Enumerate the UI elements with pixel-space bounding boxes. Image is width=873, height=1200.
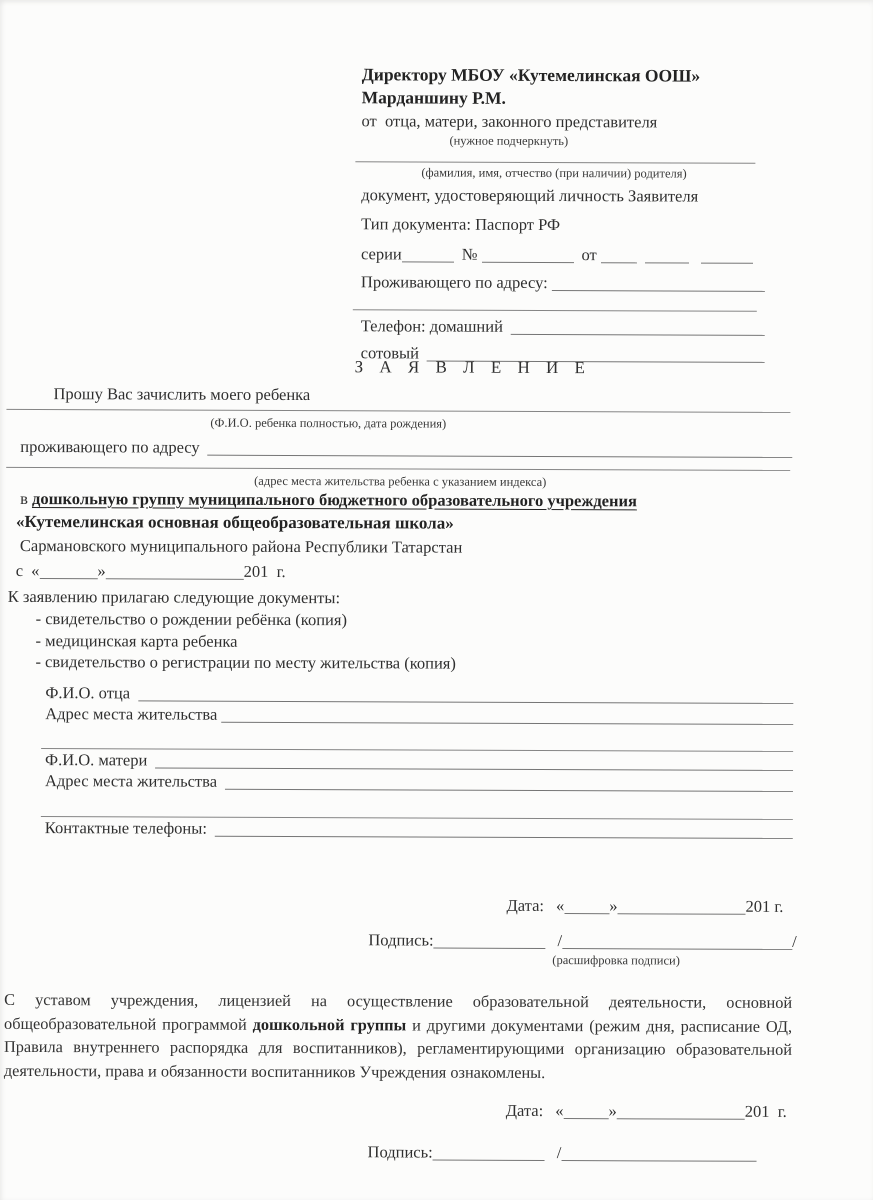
quote-close: » (609, 896, 618, 916)
parents-block (45, 682, 794, 841)
attachment-item: - свидетельство о рождении ребёнка (копия) (35, 609, 348, 630)
child-address-caption: (адрес места жительства ребенка с указанием индекса) (254, 473, 547, 489)
contact-phones-blank-field (215, 822, 793, 839)
child-name-line (6, 409, 790, 413)
signature-caption: (расшифровка подписи) (552, 953, 680, 968)
home-phone-blank-field (511, 320, 765, 336)
passport-series-row (361, 243, 765, 266)
applicant-name-line (355, 161, 755, 164)
attachments-block (7, 586, 456, 674)
date-year: 201 г. (745, 896, 784, 916)
mother-address-label: Адрес места жительства (44, 771, 218, 791)
identity-document-line: документ, удостоверяющий личность Заявителя (361, 185, 699, 206)
signature-blank-field (434, 934, 546, 949)
quote-open: « (555, 896, 565, 916)
father-address-label: Адрес места жительства (45, 704, 218, 724)
date-month-blank-field (617, 1104, 745, 1119)
date-day-blank-field (601, 248, 637, 263)
residence-address-row (361, 271, 765, 294)
request-line: Прошу Вас зачислить моего ребенка (53, 384, 311, 405)
slash: / (557, 931, 563, 951)
district-line: Сармановского муниципального района Республики Татарстан (19, 535, 463, 557)
underline-note: (нужное подчеркнуть) (449, 133, 569, 149)
slash: / (556, 1143, 562, 1163)
quote-open: « (31, 561, 40, 581)
enrollment-target-line (16, 487, 816, 513)
applicant-name-caption: (фамилия, имя, отчество (при наличии) родителя) (421, 165, 687, 181)
cell-phone-label: сотовый (360, 343, 419, 363)
statement-title: З А Я В Л Е Н И Е (354, 357, 591, 378)
attachments-intro: К заявлению прилагаю следующие документы: (7, 586, 341, 608)
ack-bold-phrase: дошкольной группы (252, 1014, 407, 1034)
signature-label: Подпись: (367, 1142, 433, 1162)
attachment-item: - медицинская карта ребенка (35, 630, 238, 651)
slash: / (792, 931, 797, 951)
to-prefix: в (20, 488, 28, 508)
date-label: Дата: (506, 895, 545, 915)
mother-name-row (45, 749, 793, 773)
mother-address-blank-field (225, 775, 793, 792)
school-name-line: «Кутемелинская основная общеобразовательная школа» (15, 511, 454, 533)
date-day-blank-field (564, 899, 609, 914)
date-day-blank-field (563, 1104, 608, 1119)
mother-name-label: Ф.И.О. матери (45, 750, 148, 770)
mother-address-row (45, 770, 793, 794)
document-type-line: Тип документа: Паспорт РФ (361, 214, 561, 235)
date-row-2 (506, 1100, 787, 1122)
signature-name-blank-field (561, 1146, 756, 1162)
series-label: серии (360, 244, 402, 264)
residence-address-label: Проживающего по адресу: (360, 272, 548, 292)
quote-open: « (555, 1101, 564, 1121)
contact-phones-label: Контактные телефоны: (44, 818, 207, 838)
start-year-suffix: 201 г. (243, 561, 286, 581)
contact-phones-row (45, 817, 793, 841)
school-block (16, 487, 816, 584)
father-name-blank-field (138, 686, 793, 704)
number-label: № (461, 244, 478, 264)
ack-part2: и другими документами (режим дня, расписание ОД, Правила внутреннего распорядка для воспитанников), регламентирующими организацию образовательной деятельности, права и обязанности воспитанников Учреждения ознакомлены. (3, 1014, 793, 1082)
date-row-1 (506, 895, 783, 917)
date-year: 201 г. (744, 1101, 787, 1121)
residence-address-blank-field (552, 276, 765, 292)
child-address-label: проживающего по адресу (20, 436, 200, 457)
preschool-group-phrase: дошкольную группу муниципального бюджетного образовательного учреждения (31, 489, 638, 511)
header-block (361, 63, 766, 365)
signature-row-1 (368, 929, 796, 952)
addressee-line-1: Директору МБОУ «Кутемелинская ООШ» (361, 64, 701, 86)
start-date-row (16, 560, 816, 584)
start-day-blank-field (39, 564, 97, 579)
signature-row-2 (368, 1141, 757, 1163)
father-address-blank-field (221, 708, 793, 725)
signature-blank-field (433, 1146, 545, 1161)
series-blank-field (402, 247, 454, 262)
child-name-caption: (Ф.И.О. ребенка полностью, дата рождения) (210, 415, 447, 431)
child-address-continuation-line (6, 467, 790, 471)
attachment-item: - свидетельство о регистрации по месту жительства (копия) (35, 652, 456, 673)
date-month-blank-field (617, 899, 745, 914)
mother-name-blank-field (155, 753, 793, 770)
child-address-blank-field (208, 441, 793, 458)
signature-name-blank-field (562, 934, 792, 950)
ack-part1: С уставом учреждения, лицензией на осуществление образовательной деятельности, основной общеобразовательной программой (4, 989, 793, 1034)
date-month-blank-field (645, 248, 689, 263)
date-year-blank-field (701, 249, 753, 264)
father-name-row (45, 682, 793, 706)
quote-close: » (97, 561, 106, 581)
home-phone-row (361, 315, 765, 338)
father-address-row (45, 703, 793, 727)
from-label: от (581, 245, 597, 265)
addressee-line-2: Марданшину Р.М. (361, 87, 506, 108)
date-label: Дата: (505, 1100, 544, 1120)
quote-close: » (608, 1101, 617, 1121)
child-address-row (20, 436, 792, 460)
address-continuation-line (353, 309, 757, 312)
acknowledgement-paragraph (4, 988, 792, 1085)
start-month-blank-field (106, 564, 244, 580)
since-prefix: с (15, 560, 24, 580)
father-name-label: Ф.И.О. отца (45, 683, 131, 703)
signature-label: Подпись: (368, 930, 434, 950)
applicant-role-line: от отца, матери, законного представителя (361, 111, 658, 132)
number-blank-field (482, 248, 574, 263)
home-phone-label: Телефон: домашний (360, 316, 503, 336)
